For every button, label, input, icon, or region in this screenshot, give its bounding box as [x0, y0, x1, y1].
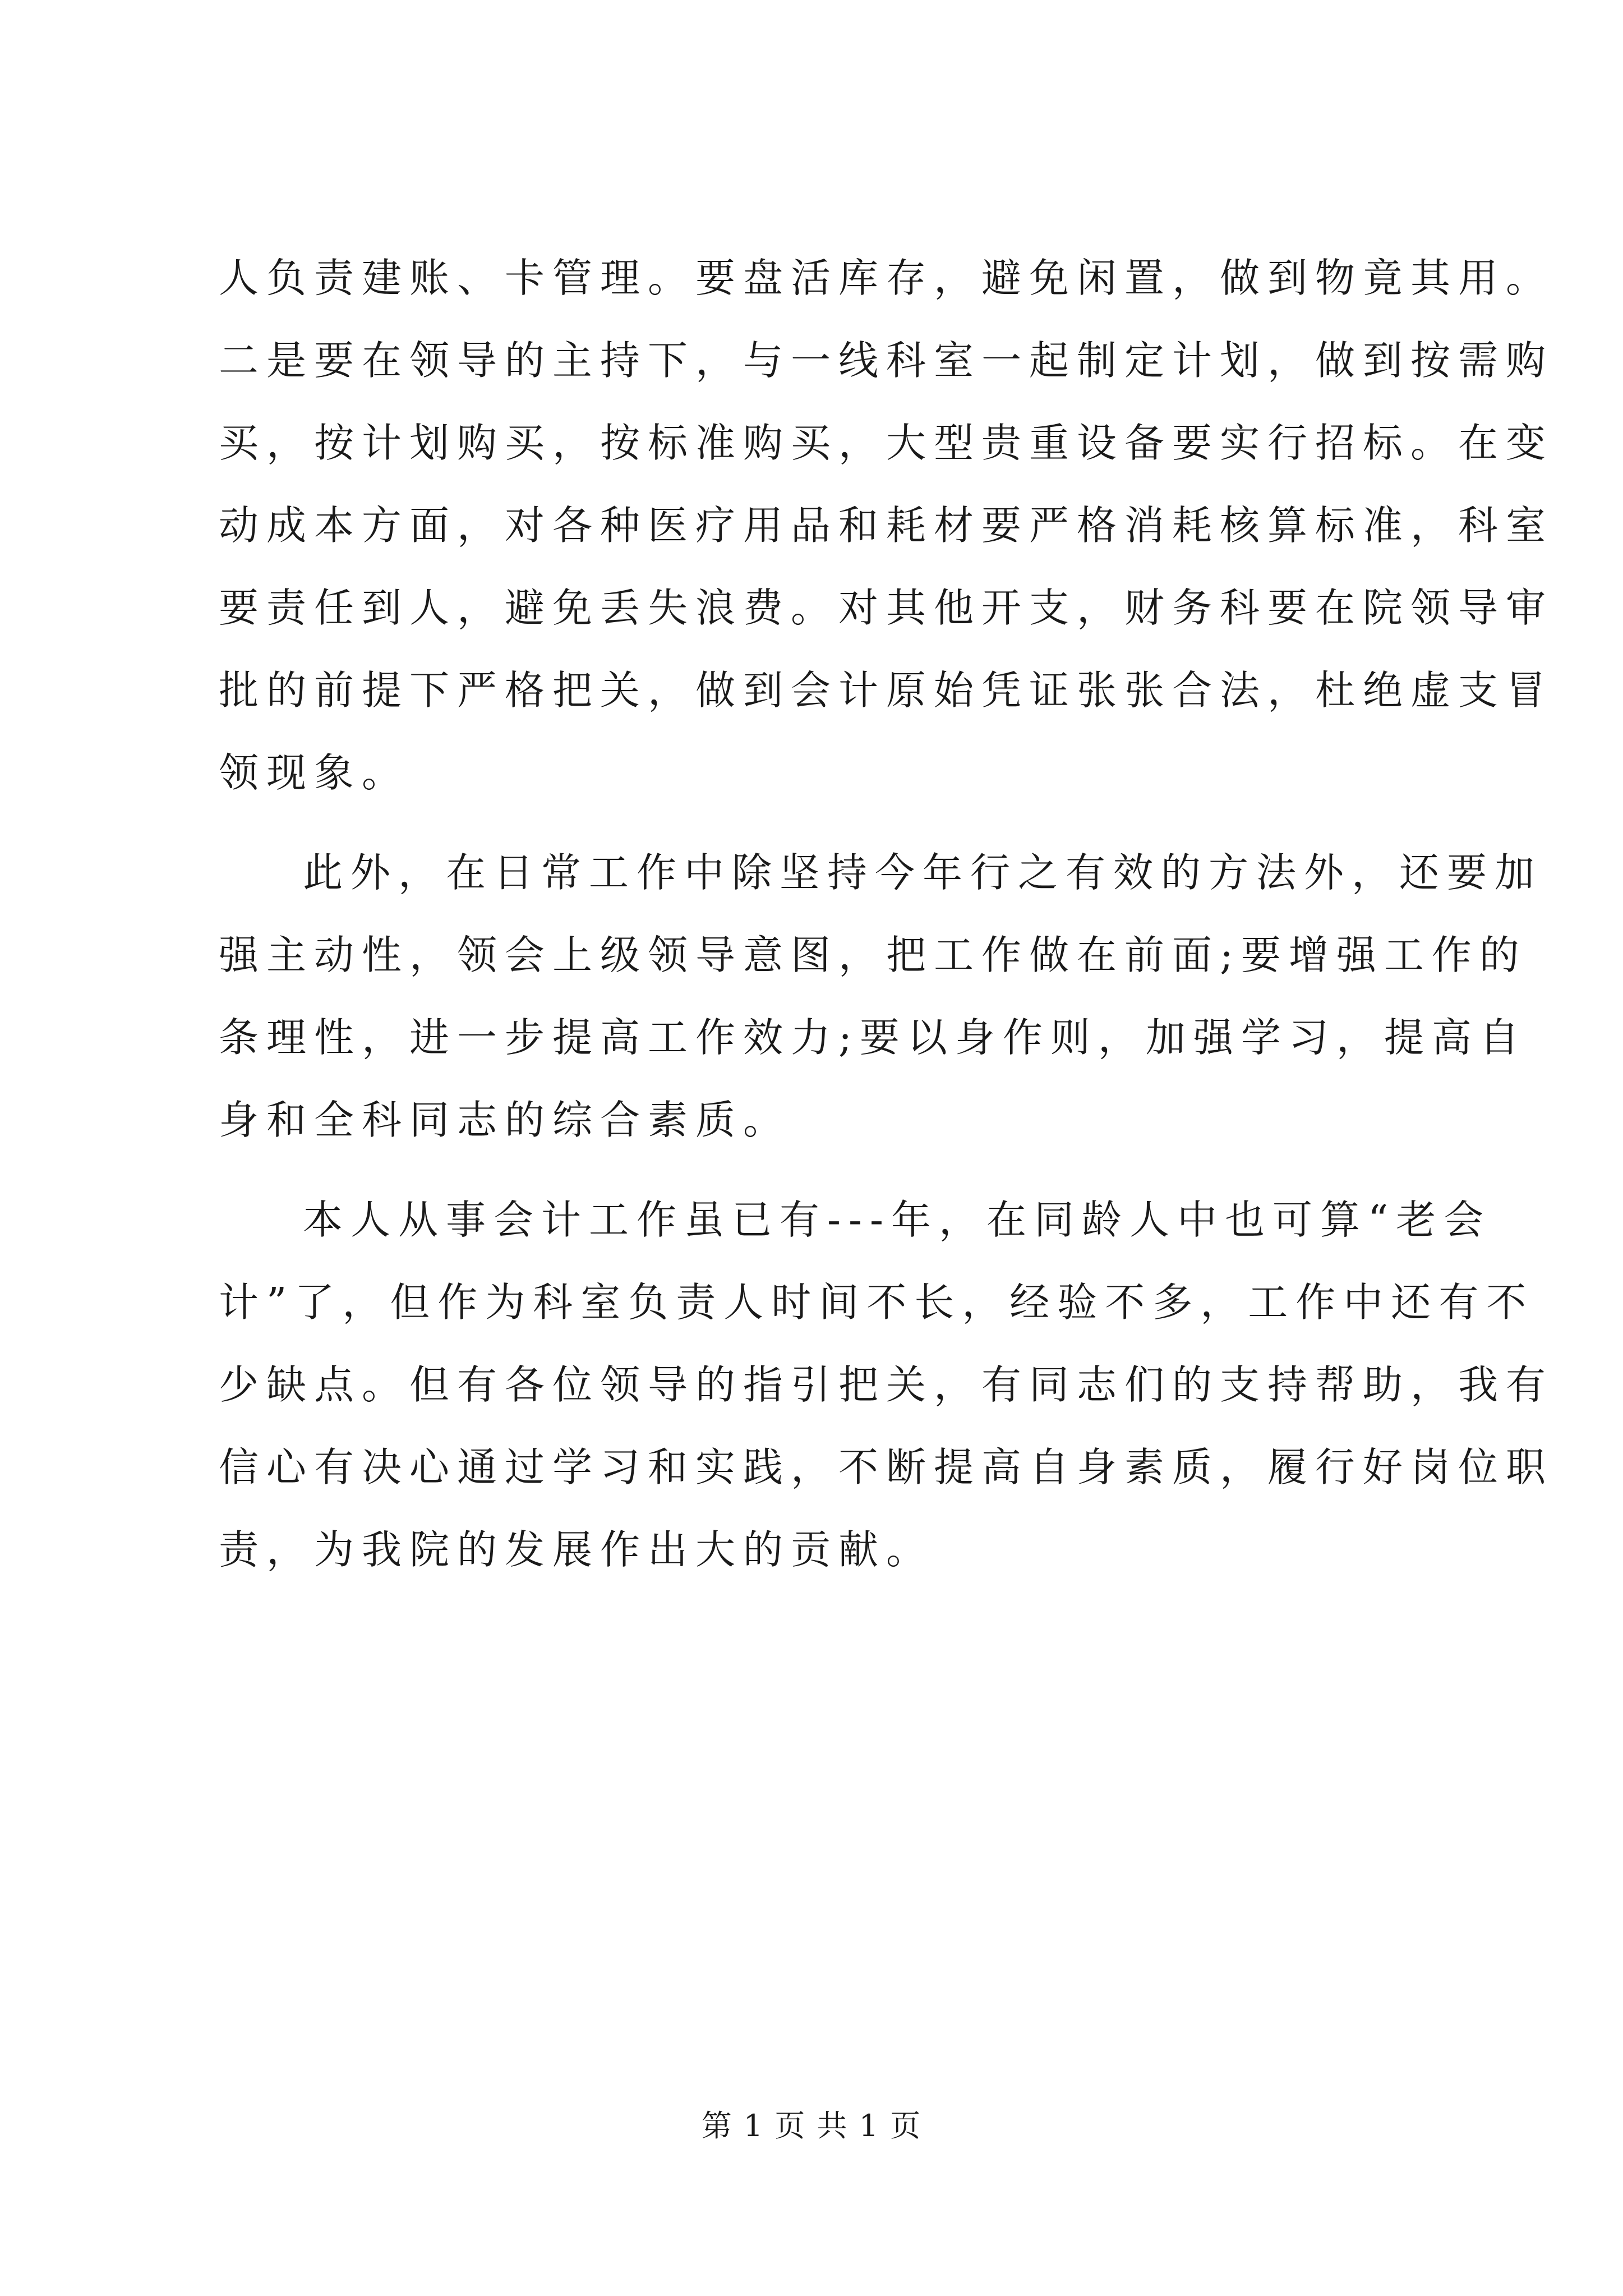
text-line: 身和全科同志的综合素质。 [219, 1097, 791, 1143]
text-line: 买，按计划购买，按标准购买，大型贵重设备要实行招标。在变 [219, 420, 1554, 466]
text-line: 二是要在领导的主持下，与一线科室一起制定计划，做到按需购 [219, 337, 1554, 384]
text-line: 领现象。 [219, 749, 410, 796]
text-line: 信心有决心通过学习和实践，不断提高自身素质，履行好岗位职 [219, 1444, 1554, 1490]
text-line: 条理性，进一步提高工作效力;要以身作则，加强学习，提高自 [219, 1014, 1527, 1061]
text-line: 动成本方面，对各种医疗用品和耗材要严格消耗核算标准，科室 [219, 502, 1554, 549]
paragraph-3 [219, 1179, 1554, 1591]
paragraph-2 [219, 831, 1543, 1161]
document-body [219, 237, 1554, 1608]
text-line: 此外，在日常工作中除坚持今年行之有效的方法外，还要加 [303, 849, 1543, 896]
text-line: 本人从事会计工作虽已有---年，在同龄人中也可算“老会 [303, 1197, 1492, 1243]
text-line: 强主动性，领会上级领导意图，把工作做在前面;要增强工作的 [219, 932, 1527, 978]
paragraph-1 [219, 237, 1554, 814]
text-line: 责，为我院的发展作出大的贡献。 [219, 1526, 934, 1573]
text-line: 要责任到人，避免丢失浪费。对其他开支，财务科要在院领导审 [219, 585, 1554, 631]
text-line: 计”了，但作为科室负责人时间不长，经验不多，工作中还有不 [219, 1279, 1534, 1326]
text-line: 少缺点。但有各位领导的指引把关，有同志们的支持帮助，我有 [219, 1361, 1554, 1408]
page-number-footer: 第 1 页 共 1 页 [701, 2108, 922, 2143]
text-line: 批的前提下严格把关，做到会计原始凭证张张合法，杜绝虚支冒 [219, 667, 1554, 714]
text-line: 人负责建账、卡管理。要盘活库存，避免闲置，做到物竟其用。 [219, 255, 1554, 301]
